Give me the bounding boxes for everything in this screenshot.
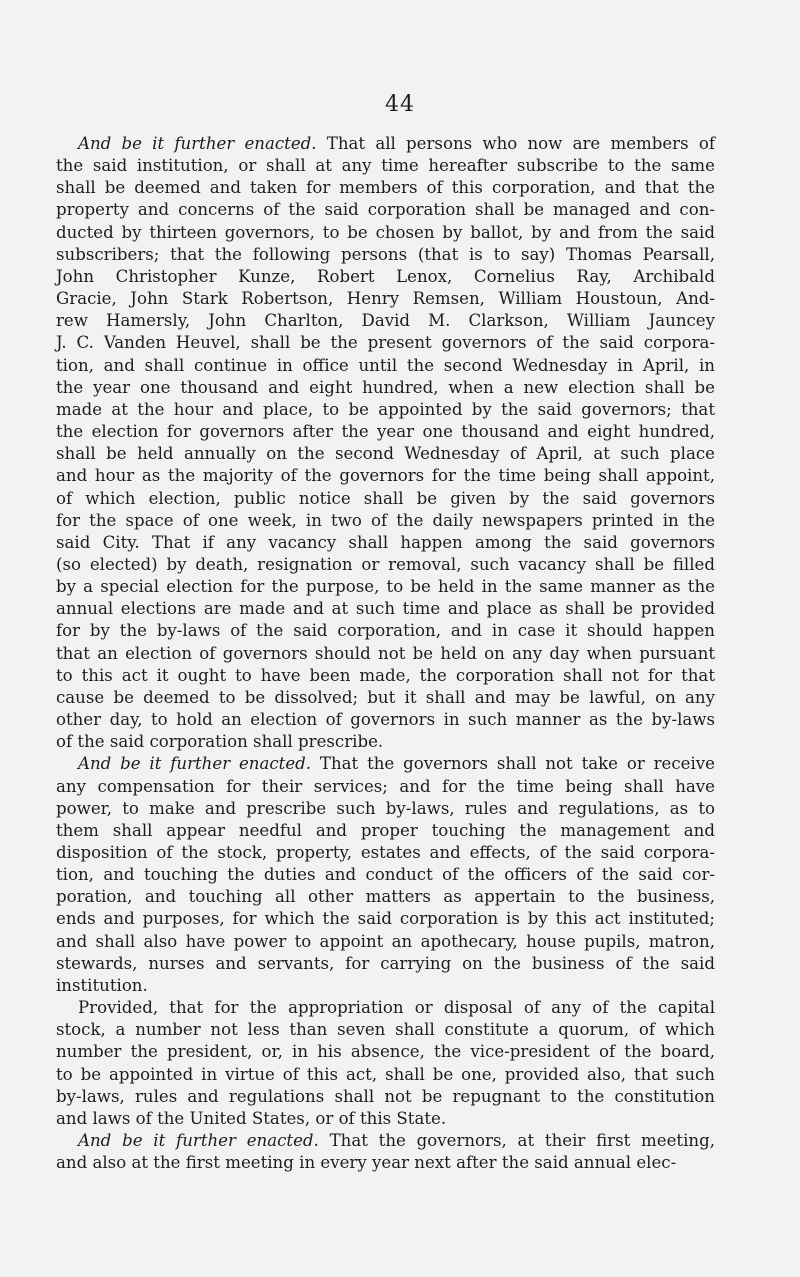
text-line <box>56 399 715 421</box>
line-text: and shall also have power to appoint an apothecary, house pupils, matron, <box>56 931 715 951</box>
text-line <box>56 798 715 820</box>
line-text: by a special election for the purpose, to be held in the same manner as the <box>56 577 715 597</box>
paragraph <box>56 997 715 1130</box>
line-text: the election for governors after the year one thousand and eight hundred, <box>56 422 715 442</box>
line-text: any compensation for their services; and for the time being shall have <box>56 776 715 796</box>
text-line <box>56 687 715 709</box>
line-text: cause be deemed to be dissolved; but it shall and may be lawful, on any <box>56 687 715 707</box>
enactment-clause: And be it further enacted. <box>78 1131 319 1151</box>
text-line <box>56 1086 715 1108</box>
paragraph <box>56 133 715 753</box>
text-line <box>56 886 715 908</box>
line-text: the said institution, or shall at any time hereafter subscribe to the same <box>56 156 715 176</box>
text-line <box>56 532 715 554</box>
text-line <box>56 997 715 1019</box>
text-line <box>56 155 715 177</box>
line-text: disposition of the stock, property, estates and effects, of the said corpora- <box>56 843 715 862</box>
text-line <box>56 864 715 886</box>
line-text: (so elected) by death, resignation or removal, such vacancy shall be filled <box>56 554 715 574</box>
enactment-clause: And be it further enacted. <box>78 134 317 153</box>
line-text: tion, and shall continue in office until the second Wednesday in April, in <box>56 355 715 375</box>
text-line <box>56 931 715 953</box>
line-text: and laws of the United States, or of this State. <box>56 1108 447 1128</box>
line-text: other day, to hold an election of governors in such manner as the by-laws <box>56 710 715 730</box>
line-text: that an election of governors should not be held on any day when pursuant <box>56 643 715 663</box>
text-line <box>56 820 715 842</box>
text-line <box>56 488 715 510</box>
text-line <box>56 1064 715 1086</box>
paragraph <box>56 1130 715 1174</box>
line-text: for by the by-laws of the said corporation, and in case it should happen <box>56 621 715 641</box>
text-line <box>56 709 715 731</box>
text-line <box>56 377 715 399</box>
line-text: institution. <box>56 975 148 995</box>
text-line <box>56 177 715 199</box>
text-line <box>56 576 715 598</box>
line-text: of which election, public notice shall be given by the said governors <box>56 488 715 508</box>
text-line <box>56 133 715 155</box>
line-text: That the governors, at their first meeting, <box>318 1131 715 1151</box>
line-text: property and concerns of the said corporation shall be managed and con- <box>56 200 715 220</box>
line-text: shall be deemed and taken for members of this corporation, and that the <box>56 178 715 198</box>
text-line <box>56 731 715 753</box>
text-line <box>56 1041 715 1063</box>
text-line <box>56 510 715 532</box>
text-line <box>56 443 715 465</box>
line-text: annual elections are made and at such time and place as shall be provided <box>56 599 715 619</box>
text-line <box>56 1019 715 1041</box>
text-line <box>56 266 715 288</box>
text-line <box>56 975 715 997</box>
text-line <box>56 222 715 244</box>
line-text: Provided, that for the appropriation or disposal of any of the capital <box>78 998 715 1018</box>
line-text: rew Hamersly, John Charlton, David M. Clarkson, William Jauncey <box>56 311 715 331</box>
body-text <box>56 133 715 1174</box>
line-text: to this act it ought to have been made, the corporation shall not for that <box>56 665 715 685</box>
text-line <box>56 908 715 930</box>
text-line <box>56 620 715 642</box>
line-text: Gracie, John Stark Robertson, Henry Remsen, William Houstoun, And- <box>56 289 715 309</box>
line-text: That the governors shall not take or receive <box>311 754 715 774</box>
line-text: by-laws, rules and regulations shall not be repugnant to the constitution <box>56 1086 715 1106</box>
text-line <box>56 332 715 354</box>
line-text: of the said corporation shall prescribe. <box>56 732 384 752</box>
line-text: and hour as the majority of the governors for the time being shall appoint, <box>56 466 715 486</box>
line-text: John Christopher Kunze, Robert Lenox, Cornelius Ray, Archibald <box>56 266 715 286</box>
enactment-clause: And be it further enacted. <box>78 754 312 774</box>
line-text: the year one thousand and eight hundred, when a new election shall be <box>56 377 715 397</box>
text-line <box>56 310 715 332</box>
text-line <box>56 665 715 687</box>
text-line <box>56 1130 715 1152</box>
line-text: shall be held annually on the second Wednesday of April, at such place <box>56 444 715 464</box>
paragraph <box>56 753 715 997</box>
line-text: stock, a number not less than seven shall constitute a quorum, of which <box>56 1020 715 1040</box>
line-text: number the president, or, in his absence, the vice-president of the board, <box>56 1042 715 1062</box>
text-line <box>56 1152 715 1174</box>
line-text: That all persons who now are members of <box>316 134 715 153</box>
text-line <box>56 953 715 975</box>
text-line <box>56 598 715 620</box>
line-text: ducted by thirteen governors, to be chosen by ballot, by and from the said <box>56 222 715 242</box>
line-text: power, to make and prescribe such by-laws, rules and regulations, as to <box>56 798 715 818</box>
line-text: ends and purposes, for which the said corporation is by this act instituted; <box>56 909 715 929</box>
text-line <box>56 1108 715 1130</box>
line-text: tion, and touching the duties and conduct of the officers of the said cor- <box>56 865 715 885</box>
line-text: stewards, nurses and servants, for carrying on the business of the said <box>56 953 715 973</box>
line-text: them shall appear needful and proper touching the management and <box>56 820 715 840</box>
line-text: J. C. Vanden Heuvel, shall be the present governors of the said corpora- <box>56 333 715 353</box>
text-line <box>56 421 715 443</box>
text-line <box>56 465 715 487</box>
text-line <box>56 244 715 266</box>
text-line <box>56 842 715 864</box>
line-text: poration, and touching all other matters as appertain to the business, <box>56 887 715 907</box>
page-number: 44 <box>385 92 415 117</box>
text-line <box>56 355 715 377</box>
line-text: said City. That if any vacancy shall happen among the said governors <box>56 532 715 552</box>
line-text: to be appointed in virtue of this act, shall be one, provided also, that such <box>56 1064 715 1084</box>
text-line <box>56 776 715 798</box>
text-line <box>56 554 715 576</box>
text-line <box>56 288 715 310</box>
line-text: made at the hour and place, to be appointed by the said governors; that <box>56 399 715 419</box>
text-line <box>56 199 715 221</box>
line-text: and also at the first meeting in every year next after the said annual elec- <box>56 1153 677 1173</box>
line-text: for the space of one week, in two of the daily newspapers printed in the <box>56 510 715 530</box>
text-line <box>56 643 715 665</box>
line-text: subscribers; that the following persons (that is to say) Thomas Pearsall, <box>56 244 715 264</box>
text-line <box>56 753 715 775</box>
